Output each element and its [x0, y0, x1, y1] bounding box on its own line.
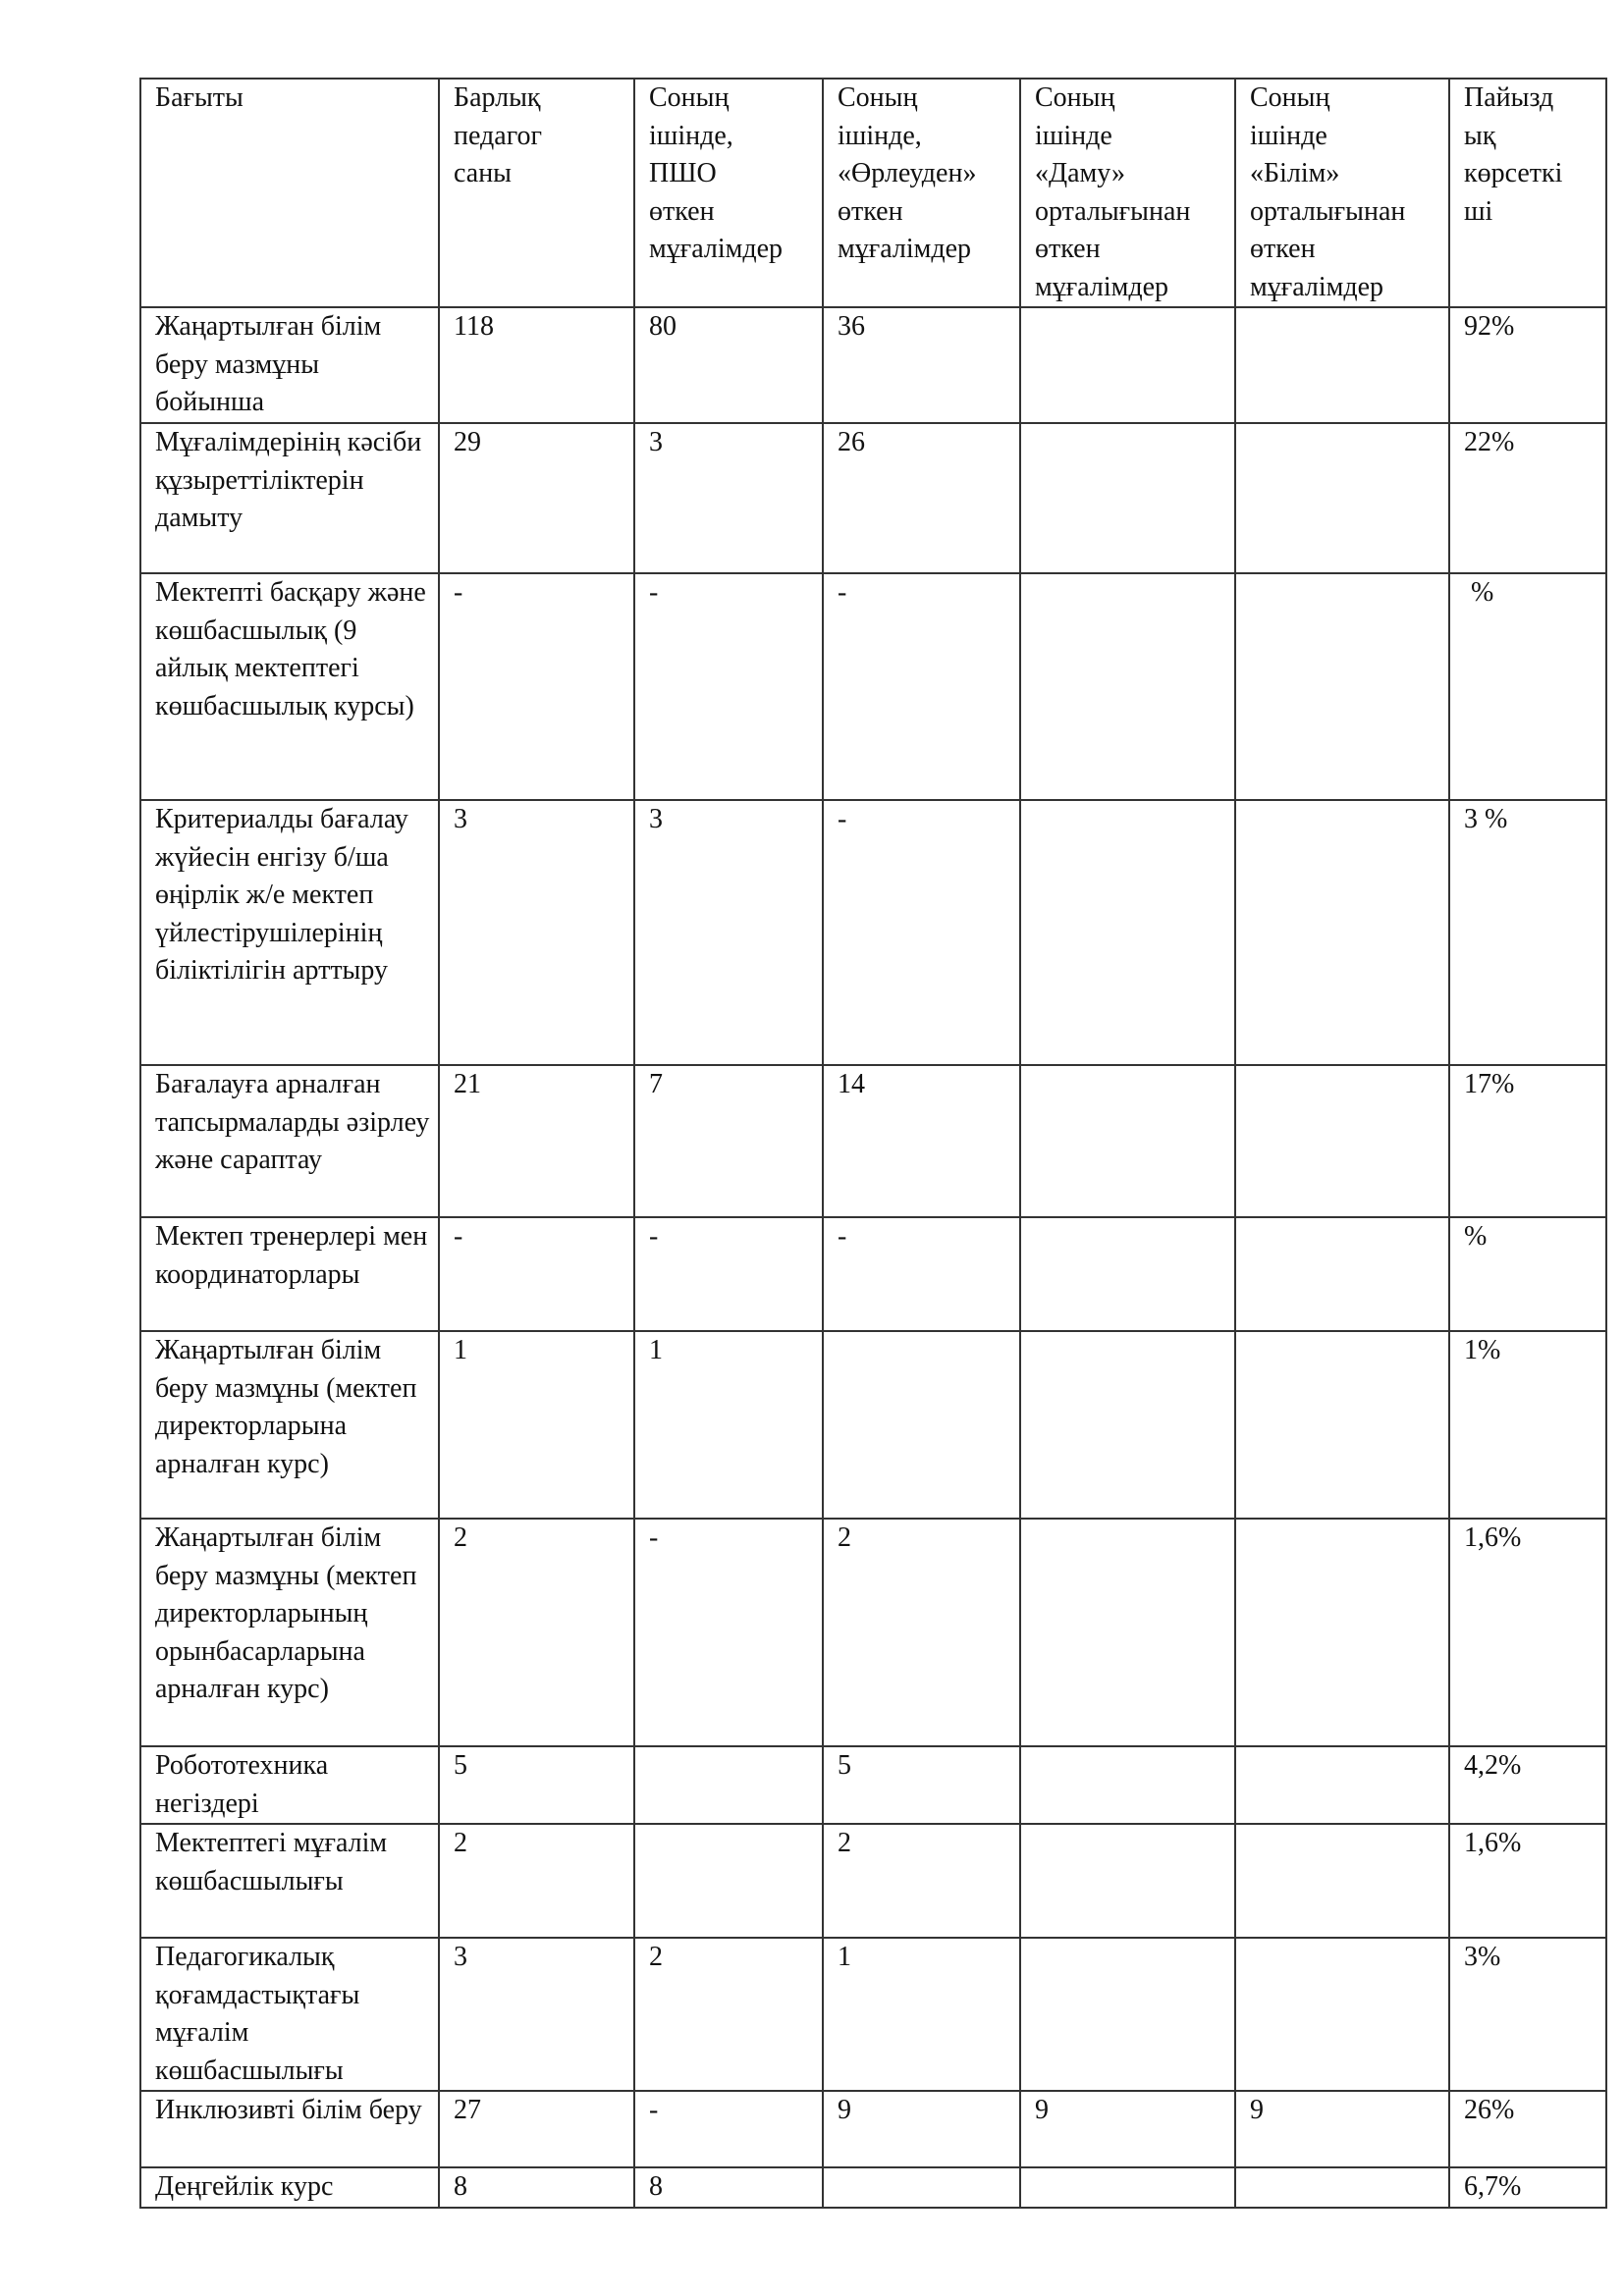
- table-body: [140, 307, 1606, 2208]
- cell-percent-value: %: [1464, 1221, 1488, 1252]
- header-total-teachers-label: Барлық педагог саны: [454, 82, 542, 188]
- cell-direction-value: Педагогикалық қоғамдастықтағы мұғалім көшбасшылығы: [155, 1942, 367, 2086]
- cell-damu-value: 9: [1035, 2095, 1049, 2125]
- cell-damu: [1020, 423, 1235, 573]
- cell-direction: [140, 800, 439, 1065]
- cell-total-value: 21: [454, 1069, 481, 1099]
- header-orleu: [823, 79, 1020, 307]
- cell-direction-value: Жаңартылған білім беру мазмұны (мектеп директорларына арналған курс): [155, 1335, 424, 1479]
- cell-total: [439, 2091, 634, 2167]
- cell-bilim: [1235, 1824, 1449, 1938]
- cell-direction-value: Деңгейлік курс: [155, 2171, 334, 2202]
- cell-psho-value: -: [649, 2095, 659, 2125]
- cell-direction: [140, 573, 439, 800]
- cell-percent-value: 6,7%: [1464, 2171, 1522, 2202]
- cell-total: [439, 1331, 634, 1519]
- cell-total: [439, 800, 634, 1065]
- cell-bilim: [1235, 423, 1449, 573]
- cell-percent: [1449, 2091, 1606, 2167]
- cell-psho: [634, 1746, 823, 1824]
- cell-total-value: 3: [454, 1942, 467, 1972]
- cell-psho: [634, 1065, 823, 1217]
- cell-orleu: [823, 1824, 1020, 1938]
- cell-bilim: [1235, 1519, 1449, 1746]
- header-bilim: [1235, 79, 1449, 307]
- cell-orleu: [823, 2091, 1020, 2167]
- cell-damu: [1020, 1217, 1235, 1331]
- cell-total-value: 2: [454, 1828, 467, 1858]
- cell-total: [439, 1938, 634, 2091]
- cell-total-value: 8: [454, 2171, 467, 2202]
- cell-orleu: [823, 1217, 1020, 1331]
- table-row: [140, 1217, 1606, 1331]
- cell-orleu-value: 2: [838, 1828, 851, 1858]
- header-damu-label: Соның ішінде «Даму» орталығынан өткен мұғалімдер: [1035, 82, 1191, 302]
- cell-psho: [634, 1331, 823, 1519]
- cell-bilim: [1235, 1065, 1449, 1217]
- table-row: [140, 423, 1606, 573]
- cell-percent: [1449, 1217, 1606, 1331]
- cell-psho: [634, 423, 823, 573]
- header-percent: [1449, 79, 1606, 307]
- cell-percent-value: 92%: [1464, 311, 1515, 342]
- cell-orleu-value: 36: [838, 311, 865, 342]
- cell-damu: [1020, 2167, 1235, 2208]
- cell-percent: [1449, 573, 1606, 800]
- cell-bilim: [1235, 1938, 1449, 2091]
- cell-percent: [1449, 1746, 1606, 1824]
- cell-orleu-value: -: [838, 577, 847, 608]
- cell-psho: [634, 1519, 823, 1746]
- cell-percent-value: 22%: [1464, 427, 1515, 457]
- cell-total: [439, 1065, 634, 1217]
- table-row: [140, 2167, 1606, 2208]
- cell-psho: [634, 1824, 823, 1938]
- cell-direction-value: Критериалды бағалау жүйесін енгізу б/ша өңірлік ж/е мектеп үйлестірушілерінің біліктілігін арттыру: [155, 804, 415, 986]
- cell-total-value: 3: [454, 804, 467, 834]
- cell-damu: [1020, 2091, 1235, 2167]
- cell-orleu-value: 26: [838, 427, 865, 457]
- cell-damu: [1020, 1331, 1235, 1519]
- cell-direction: [140, 2091, 439, 2167]
- cell-damu: [1020, 1824, 1235, 1938]
- table-header-row: [140, 79, 1606, 307]
- cell-bilim: [1235, 307, 1449, 423]
- header-damu: [1020, 79, 1235, 307]
- cell-damu: [1020, 307, 1235, 423]
- cell-direction-value: Жаңартылған білім беру мазмұны бойынша: [155, 311, 389, 417]
- cell-percent-value: 3 %: [1464, 804, 1508, 834]
- cell-orleu-value: 2: [838, 1522, 851, 1553]
- cell-percent-value: 17%: [1464, 1069, 1515, 1099]
- cell-orleu-value: 14: [838, 1069, 865, 1099]
- cell-percent: [1449, 1331, 1606, 1519]
- cell-orleu: [823, 307, 1020, 423]
- cell-psho-value: -: [649, 577, 659, 608]
- cell-bilim: [1235, 800, 1449, 1065]
- cell-percent: [1449, 800, 1606, 1065]
- cell-orleu: [823, 800, 1020, 1065]
- cell-bilim: [1235, 1217, 1449, 1331]
- cell-damu: [1020, 1065, 1235, 1217]
- cell-orleu: [823, 1331, 1020, 1519]
- cell-direction-value: Жаңартылған білім беру мазмұны (мектеп директорларының орынбасарларына арналған курс): [155, 1522, 424, 1704]
- table-row: [140, 1824, 1606, 1938]
- cell-percent: [1449, 1065, 1606, 1217]
- header-percent-label: Пайызд ық көрсеткі ші: [1464, 82, 1563, 227]
- cell-total-value: 5: [454, 1750, 467, 1781]
- table-row: [140, 1065, 1606, 1217]
- cell-total: [439, 1217, 634, 1331]
- cell-psho-value: 7: [649, 1069, 663, 1099]
- cell-orleu-value: -: [838, 804, 847, 834]
- header-psho-label: Соның ішінде, ПШО өткен мұғалімдер: [649, 82, 784, 264]
- cell-bilim: [1235, 2091, 1449, 2167]
- cell-psho: [634, 2167, 823, 2208]
- cell-percent: [1449, 423, 1606, 573]
- cell-bilim-value: 9: [1250, 2095, 1264, 2125]
- cell-direction: [140, 1519, 439, 1746]
- cell-total-value: 1: [454, 1335, 467, 1365]
- cell-bilim: [1235, 1331, 1449, 1519]
- cell-orleu-value: 9: [838, 2095, 851, 2125]
- cell-direction-value: Мектеп тренерлері мен координаторлары: [155, 1221, 435, 1290]
- cell-direction: [140, 1938, 439, 2091]
- cell-direction: [140, 2167, 439, 2208]
- cell-percent: [1449, 2167, 1606, 2208]
- cell-orleu: [823, 423, 1020, 573]
- cell-total: [439, 423, 634, 573]
- header-total-teachers: [439, 79, 634, 307]
- cell-orleu-value: 5: [838, 1750, 851, 1781]
- cell-orleu: [823, 1065, 1020, 1217]
- cell-bilim: [1235, 1746, 1449, 1824]
- cell-psho-value: 3: [649, 427, 663, 457]
- cell-psho: [634, 1217, 823, 1331]
- table-row: [140, 1938, 1606, 2091]
- cell-percent: [1449, 1824, 1606, 1938]
- cell-psho-value: 8: [649, 2171, 663, 2202]
- cell-psho: [634, 307, 823, 423]
- cell-bilim: [1235, 573, 1449, 800]
- table-row: [140, 800, 1606, 1065]
- cell-percent: [1449, 307, 1606, 423]
- cell-direction: [140, 1331, 439, 1519]
- cell-percent: [1449, 1938, 1606, 2091]
- cell-direction: [140, 1824, 439, 1938]
- cell-orleu: [823, 1519, 1020, 1746]
- table-row: [140, 1519, 1606, 1746]
- cell-psho-value: -: [649, 1221, 659, 1252]
- cell-direction-value: Инклюзивті білім беру: [155, 2095, 422, 2125]
- cell-psho-value: -: [649, 1522, 659, 1553]
- cell-percent-value: %: [1464, 577, 1494, 608]
- table-row: [140, 2091, 1606, 2167]
- cell-direction-value: Бағалауға арналған тапсырмаларды әзірлеу және сараптау: [155, 1069, 437, 1175]
- cell-damu: [1020, 1746, 1235, 1824]
- cell-direction-value: Робототехника негіздері: [155, 1750, 336, 1819]
- cell-orleu: [823, 573, 1020, 800]
- cell-total-value: 29: [454, 427, 481, 457]
- cell-total-value: 2: [454, 1522, 467, 1553]
- cell-total-value: 118: [454, 311, 494, 342]
- cell-total-value: -: [454, 1221, 463, 1252]
- cell-direction-value: Мектептегі мұғалім көшбасшылығы: [155, 1828, 395, 1896]
- teacher-training-table: [139, 78, 1607, 2209]
- cell-total: [439, 307, 634, 423]
- table-row: [140, 573, 1606, 800]
- cell-psho: [634, 1938, 823, 2091]
- cell-damu: [1020, 573, 1235, 800]
- cell-percent-value: 4,2%: [1464, 1750, 1522, 1781]
- table-row: [140, 1746, 1606, 1824]
- cell-total: [439, 2167, 634, 2208]
- cell-total-value: 27: [454, 2095, 481, 2125]
- cell-psho: [634, 2091, 823, 2167]
- cell-direction-value: Мектепті басқару және көшбасшылық (9 айлық мектептегі көшбасшылық курсы): [155, 577, 433, 721]
- cell-orleu: [823, 2167, 1020, 2208]
- cell-direction: [140, 1217, 439, 1331]
- cell-percent-value: 3%: [1464, 1942, 1501, 1972]
- cell-direction: [140, 423, 439, 573]
- cell-direction: [140, 1065, 439, 1217]
- cell-direction-value: Мұғалімдерінің кәсіби құзыреттіліктерін дамыту: [155, 427, 429, 533]
- cell-bilim: [1235, 2167, 1449, 2208]
- cell-orleu: [823, 1746, 1020, 1824]
- table-row: [140, 307, 1606, 423]
- cell-damu: [1020, 1519, 1235, 1746]
- cell-total: [439, 1824, 634, 1938]
- cell-percent-value: 1%: [1464, 1335, 1501, 1365]
- header-direction: [140, 79, 439, 307]
- cell-psho: [634, 573, 823, 800]
- cell-psho-value: 1: [649, 1335, 663, 1365]
- header-bilim-label: Соның ішінде «Білім» орталығынан өткен мұғалімдер: [1250, 82, 1406, 302]
- cell-direction: [140, 1746, 439, 1824]
- cell-orleu-value: 1: [838, 1942, 851, 1972]
- cell-total: [439, 573, 634, 800]
- cell-orleu-value: -: [838, 1221, 847, 1252]
- header-psho: [634, 79, 823, 307]
- cell-percent-value: 1,6%: [1464, 1828, 1522, 1858]
- header-orleu-label: Соның ішінде, «Өрлеуден» өткен мұғалімдер: [838, 82, 977, 264]
- cell-psho-value: 3: [649, 804, 663, 834]
- cell-damu: [1020, 1938, 1235, 2091]
- cell-total: [439, 1746, 634, 1824]
- cell-psho-value: 80: [649, 311, 677, 342]
- cell-percent-value: 26%: [1464, 2095, 1515, 2125]
- cell-damu: [1020, 800, 1235, 1065]
- cell-orleu: [823, 1938, 1020, 2091]
- cell-total: [439, 1519, 634, 1746]
- cell-total-value: -: [454, 577, 463, 608]
- cell-psho-value: 2: [649, 1942, 663, 1972]
- cell-percent: [1449, 1519, 1606, 1746]
- table-row: [140, 1331, 1606, 1519]
- cell-percent-value: 1,6%: [1464, 1522, 1522, 1553]
- cell-direction: [140, 307, 439, 423]
- header-direction-label: Бағыты: [155, 82, 244, 113]
- cell-psho: [634, 800, 823, 1065]
